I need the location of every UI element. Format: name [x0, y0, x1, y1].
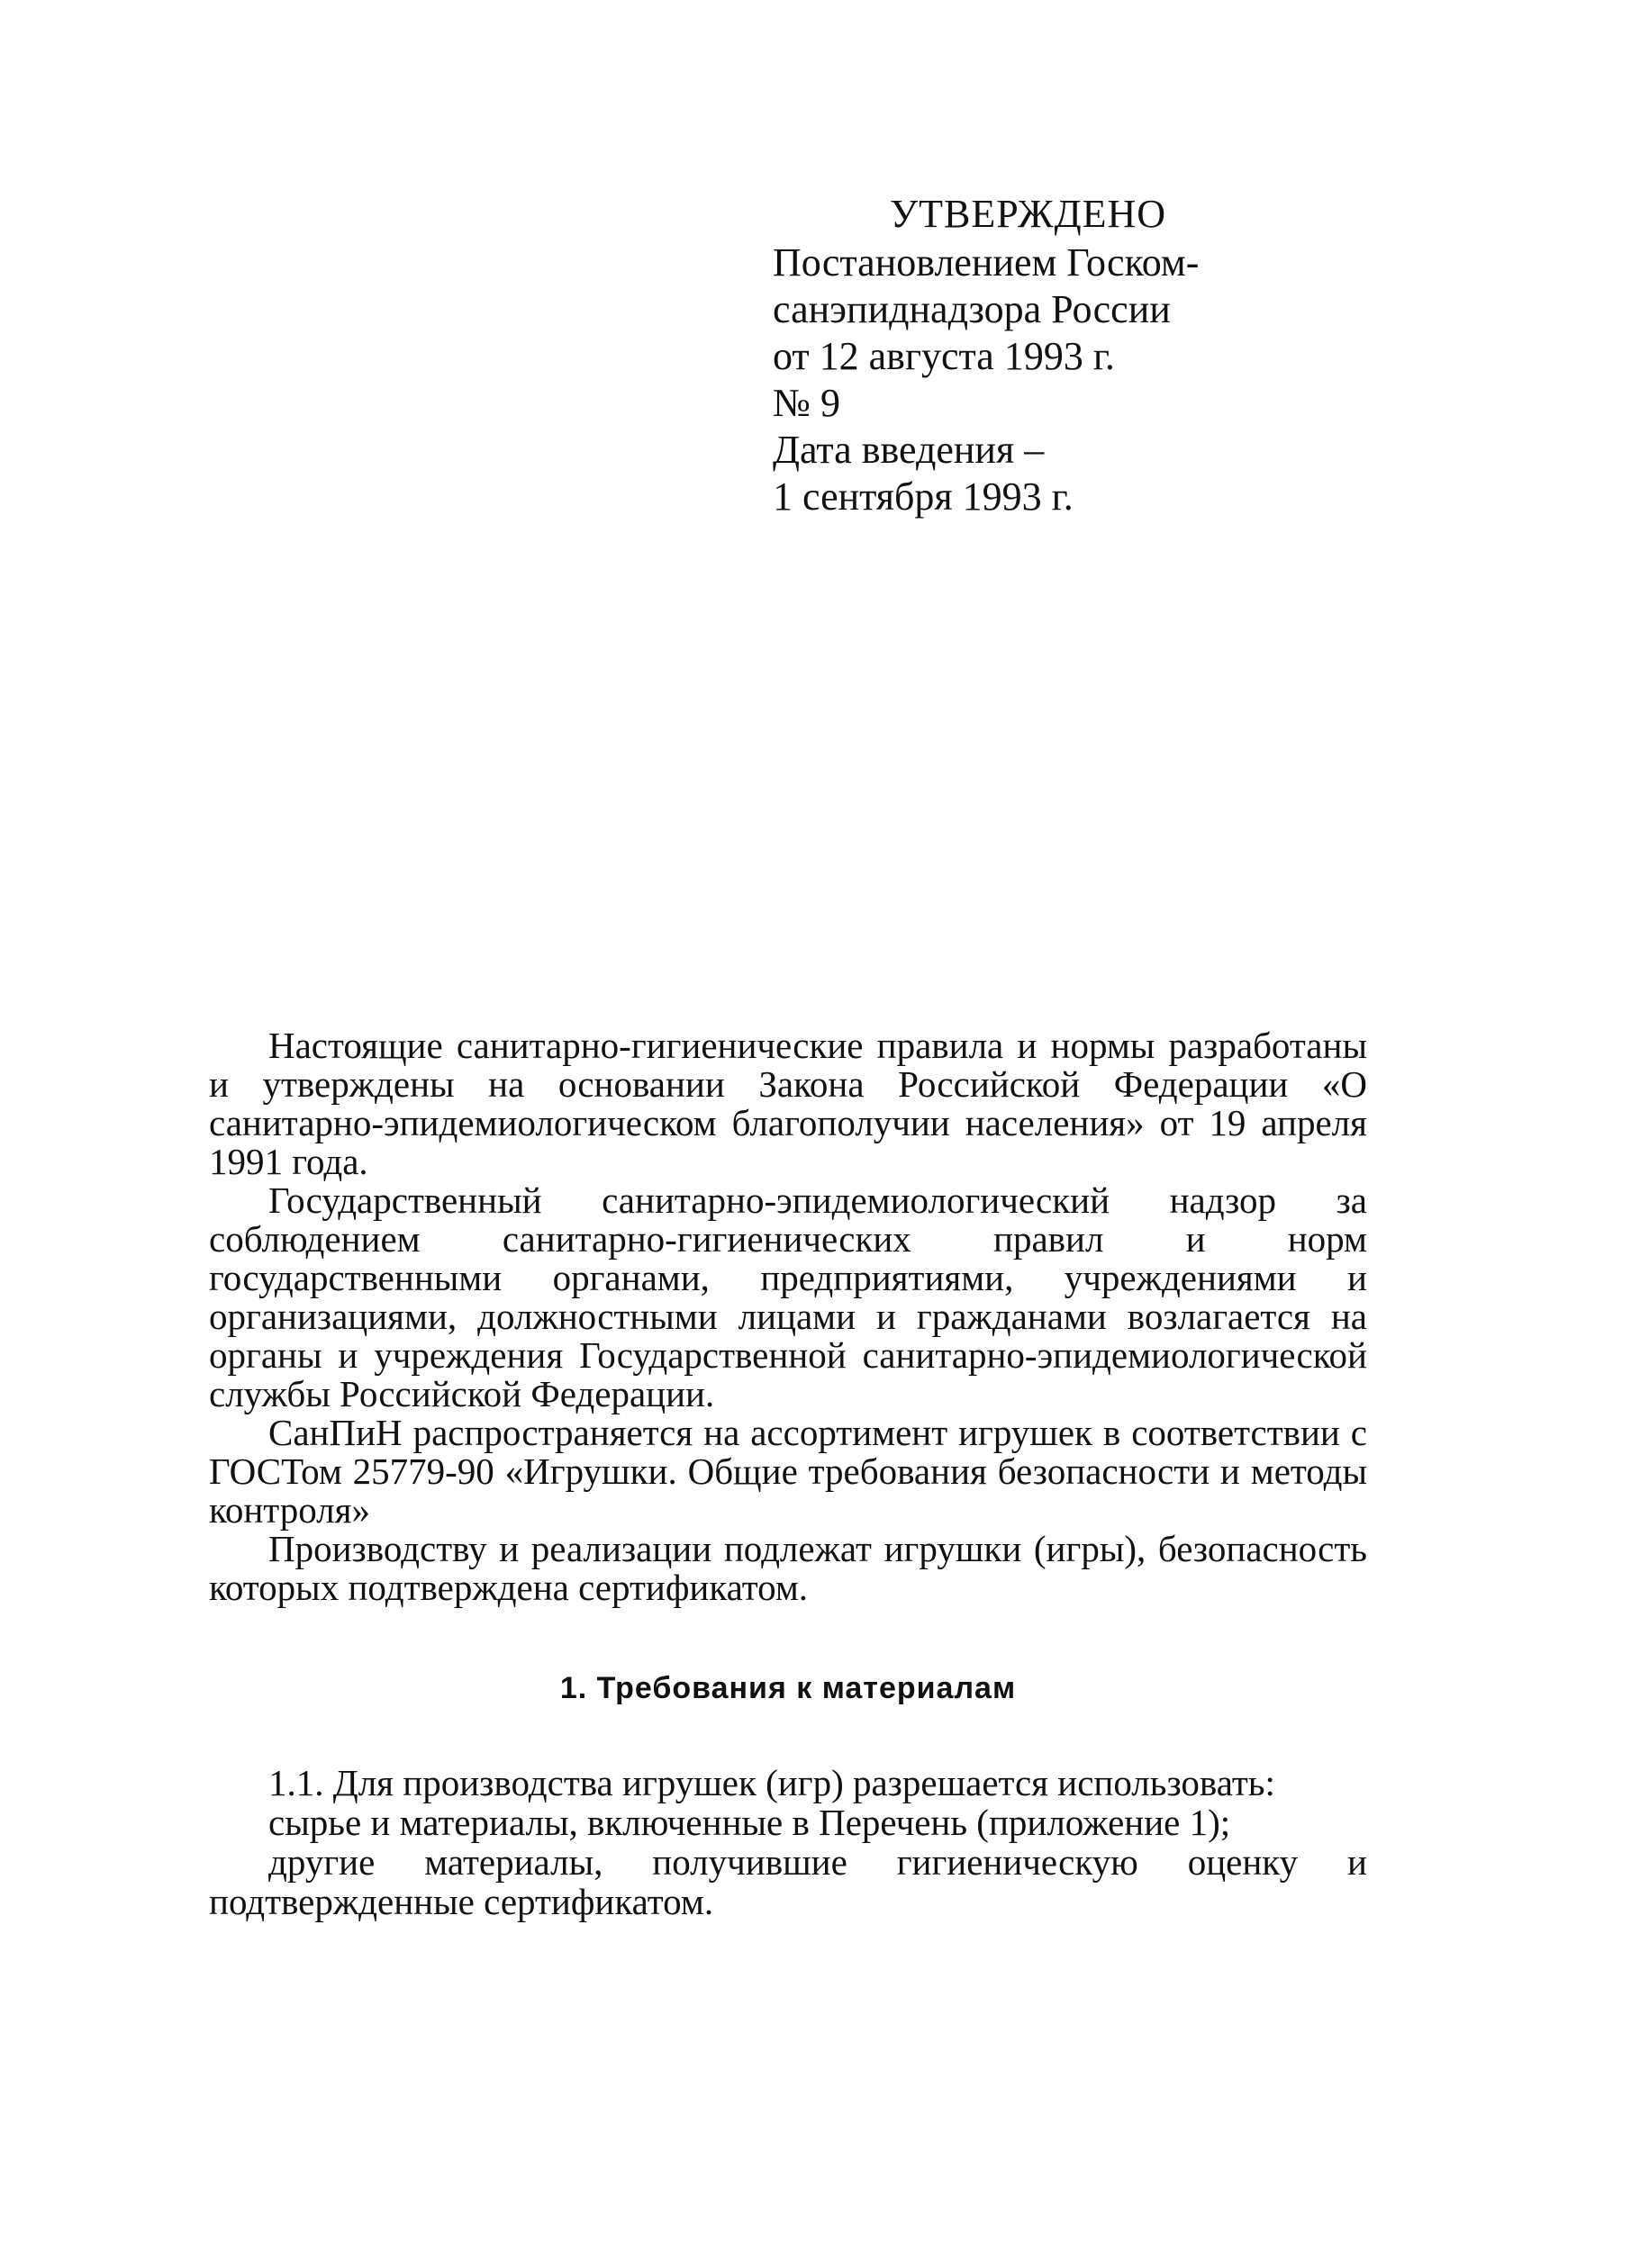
section-body: [209, 1763, 1367, 1921]
section-paragraph: 1.1. Для производства игрушек (игр) разрешается использовать:: [268, 1762, 1275, 1803]
approval-line: № 9: [773, 381, 840, 425]
intro-text: [209, 1026, 1367, 1607]
approval-line: 1 сентября 1993 г.: [773, 474, 1074, 519]
approval-line: Дата введения –: [773, 428, 1045, 472]
section-heading: 1. Требования к материалам: [559, 1671, 1017, 1705]
intro-paragraph: Государственный санитарно-эпидемиологический надзор за соблюдением санитарно-гигиенических правил и норм государственными органами, предприятиями, учреждениями и организациями, должностными лицами и гражданами возлагается на органы и учреждения Государственной санитарно-эпидемиологической службы Российской Федерации.: [209, 1179, 1367, 1414]
intro-paragraph: Производству и реализации подлежат игрушки (игры), безопасность которых подтверждена сертификатом.: [209, 1528, 1367, 1608]
approval-line: санэпиднадзора России: [773, 287, 1171, 331]
approval-block: [773, 191, 1277, 520]
section-paragraph: другие материалы, получившие гигиеническую оценку и подтвержденные сертификатом.: [209, 1841, 1367, 1922]
section-paragraph: сырье и материалы, включенные в Перечень (приложение 1);: [268, 1802, 1231, 1843]
approval-heading: УТВЕРЖДЕНО: [890, 192, 1167, 236]
approval-line: Постановлением Госком-: [773, 240, 1200, 285]
intro-paragraph: Настоящие санитарно-гигиенические правила и нормы разработаны и утверждены на основании Закона Российской Федерации «О санитарно-эпидемиологическом благополучии населения» от 19 апреля 1991 года.: [209, 1025, 1367, 1182]
intro-paragraph: СанПиН распространяется на ассортимент игрушек в соответствии с ГОСТом 25779-90 «Игрушки. Общие требования безопасности и методы контроля»: [209, 1412, 1367, 1531]
approval-line: от 12 августа 1993 г.: [773, 334, 1115, 378]
